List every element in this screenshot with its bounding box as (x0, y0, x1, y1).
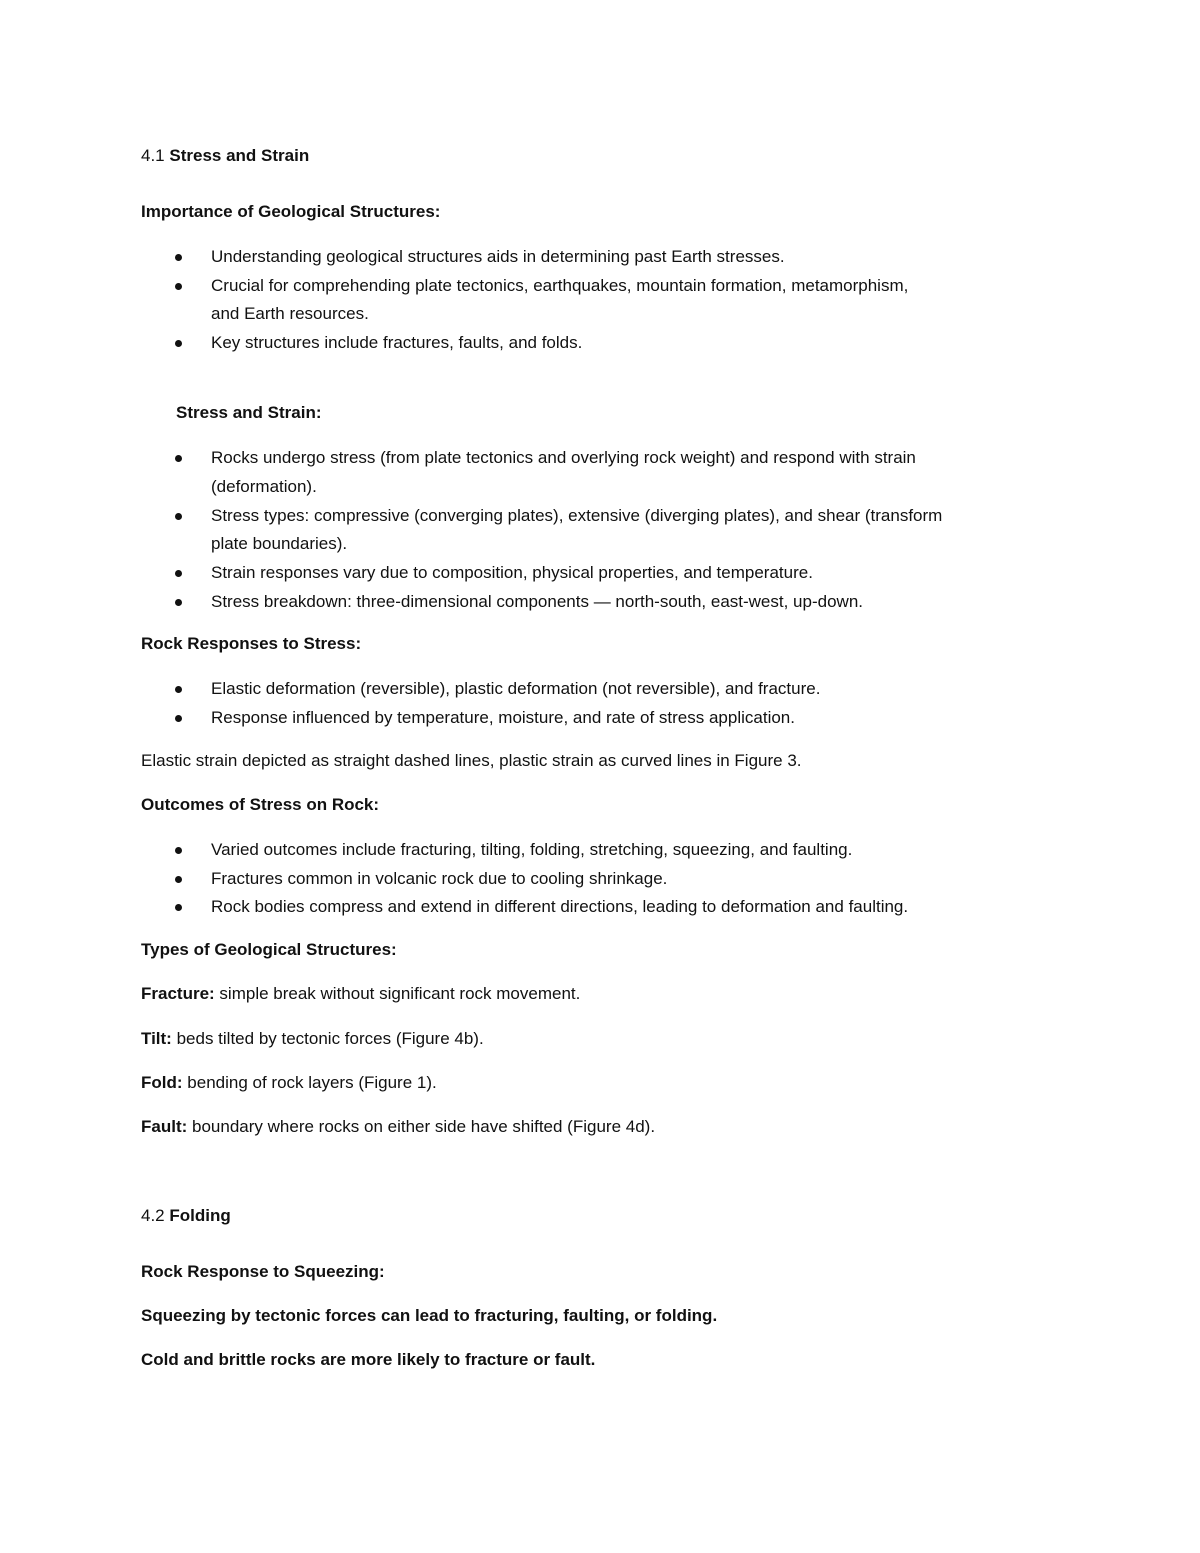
list-item: Understanding geological structures aids in determining past Earth stresses. (0, 243, 1200, 272)
list-item: Elastic deformation (reversible), plastic deformation (not reversible), and fracture. (0, 675, 1200, 704)
section-title: Stress and Strain (169, 146, 310, 165)
definition-fold (141, 1069, 437, 1097)
list-item: Stress breakdown: three-dimensional components — north-south, east-west, up-down. (0, 588, 1200, 617)
importance-list-cont (0, 329, 1200, 358)
stress-strain-heading: Stress and Strain: (176, 403, 322, 422)
definition-term: Fold: (141, 1073, 183, 1092)
list-item: Fractures common in volcanic rock due to cooling shrinkage. (0, 865, 1200, 894)
definition-fracture (141, 980, 580, 1008)
definition-term: Fracture: (141, 984, 215, 1003)
importance-heading: Importance of Geological Structures: (141, 202, 441, 221)
definition-term: Fault: (141, 1117, 188, 1136)
definition-text: boundary where rocks on either side have shifted (Figure 4d). (192, 1117, 656, 1136)
list-item: Response influenced by temperature, moisture, and rate of stress application. (0, 704, 1200, 733)
squeezing-heading: Rock Response to Squeezing: (141, 1262, 385, 1281)
section-heading-4-2 (141, 1202, 231, 1230)
definition-text: bending of rock layers (Figure 1). (187, 1073, 437, 1092)
list-item-continuation: and Earth resources. (211, 304, 369, 323)
list-item: Rock bodies compress and extend in different directions, leading to deformation and faulting. (0, 893, 1200, 922)
definition-fault (141, 1113, 655, 1141)
list-item: Stress types: compressive (converging plates), extensive (diverging plates), and shear (transform (0, 502, 1200, 531)
list-item: Key structures include fractures, faults, and folds. (0, 329, 1200, 358)
definition-text: beds tilted by tectonic forces (Figure 4b). (176, 1029, 484, 1048)
types-heading: Types of Geological Structures: (141, 940, 397, 959)
section-number: 4.1 (141, 146, 165, 165)
figure-note: Elastic strain depicted as straight dashed lines, plastic strain as curved lines in Figure 3. (141, 751, 802, 770)
stress-strain-list (0, 444, 1200, 473)
list-item: Strain responses vary due to composition, physical properties, and temperature. (0, 559, 1200, 588)
section-title: Folding (169, 1206, 231, 1225)
outcomes-list (0, 836, 1200, 922)
definition-tilt (141, 1025, 484, 1053)
squeezing-line: Squeezing by tectonic forces can lead to fracturing, faulting, or folding. (141, 1306, 718, 1325)
brittle-line: Cold and brittle rocks are more likely to fracture or fault. (141, 1350, 596, 1369)
list-item-continuation: (deformation). (211, 477, 317, 496)
definition-term: Tilt: (141, 1029, 172, 1048)
list-item-continuation: plate boundaries). (211, 534, 348, 553)
stress-strain-list-cont (0, 502, 1200, 531)
outcomes-heading: Outcomes of Stress on Rock: (141, 795, 380, 814)
responses-heading: Rock Responses to Stress: (141, 634, 362, 653)
section-heading-4-1 (141, 142, 309, 170)
definition-text: simple break without significant rock movement. (219, 984, 581, 1003)
list-item: Crucial for comprehending plate tectonics, earthquakes, mountain formation, metamorphism, (0, 272, 1200, 301)
section-number: 4.2 (141, 1206, 165, 1225)
list-item: Varied outcomes include fracturing, tilting, folding, stretching, squeezing, and faulting. (0, 836, 1200, 865)
list-item: Rocks undergo stress (from plate tectonics and overlying rock weight) and respond with strain (0, 444, 1200, 473)
responses-list (0, 675, 1200, 732)
importance-list (0, 243, 1200, 300)
stress-strain-list-cont2 (0, 559, 1200, 616)
